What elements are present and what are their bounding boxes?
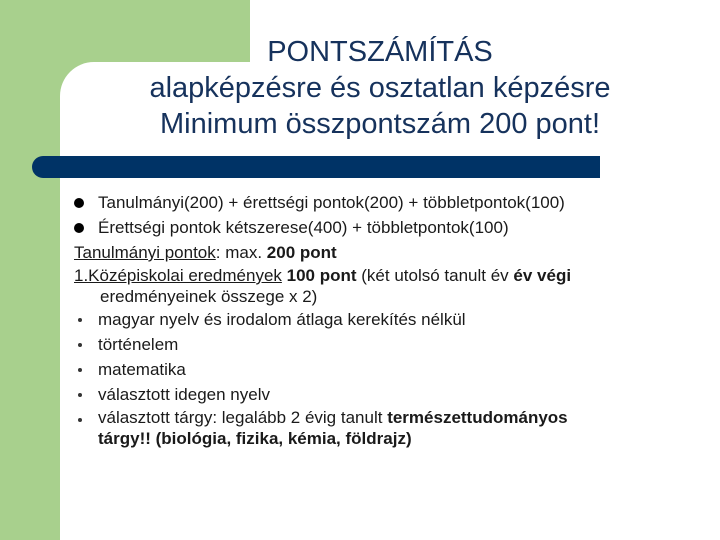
bullet-dot-icon <box>74 198 84 208</box>
kozepiskolai-label: 1.Középiskolai eredmények <box>74 266 282 285</box>
subject-item: matematika <box>74 357 694 382</box>
bullet-small-icon <box>78 418 82 422</box>
subject-item: magyar nyelv és irodalom átlaga kerekítés nélkül <box>74 307 694 332</box>
bullet-dot-icon <box>74 223 84 233</box>
formula-item: Érettségi pontok kétszerese(400) + többletpontok(100) <box>74 215 694 240</box>
bullet-small-icon <box>78 343 82 347</box>
left-green-strip <box>0 0 60 540</box>
kozepiskolai-line-cont: eredményeinek összege x 2) <box>100 287 318 306</box>
slide-title <box>82 34 678 142</box>
bullet-small-icon <box>78 368 82 372</box>
title-line-2: alapképzésre és osztatlan képzésre <box>149 72 611 104</box>
tanulmanyi-label: Tanulmányi pontok <box>74 243 216 262</box>
title-divider-bar <box>32 156 600 178</box>
bullet-small-icon <box>78 393 82 397</box>
title-line-3: Minimum összpontszám 200 pont! <box>159 108 601 140</box>
subject-item-elective-cont: tárgy!! (biológia, fizika, kémia, földrajz) <box>98 429 412 448</box>
subject-item: történelem <box>74 332 694 357</box>
kozepiskolai-line: 1.Középiskolai eredmények 100 pont (két utolsó tanult év év végi <box>74 266 572 285</box>
slide-body <box>74 190 694 449</box>
bullet-small-icon <box>78 318 82 322</box>
kozepiskolai-value: 100 pont <box>286 266 357 285</box>
tanulmanyi-pontok-line: Tanulmányi pontok: max. 200 pont <box>74 243 337 262</box>
tanulmanyi-value: 200 pont <box>266 243 337 262</box>
subject-item-elective: választott tárgy: legalább 2 évig tanult természettudományos <box>74 407 694 428</box>
title-line-1: PONTSZÁMÍTÁS <box>267 36 493 68</box>
subject-item: választott idegen nyelv <box>74 382 694 407</box>
formula-item: Tanulmányi(200) + érettségi pontok(200) + többletpontok(100) <box>74 190 694 215</box>
